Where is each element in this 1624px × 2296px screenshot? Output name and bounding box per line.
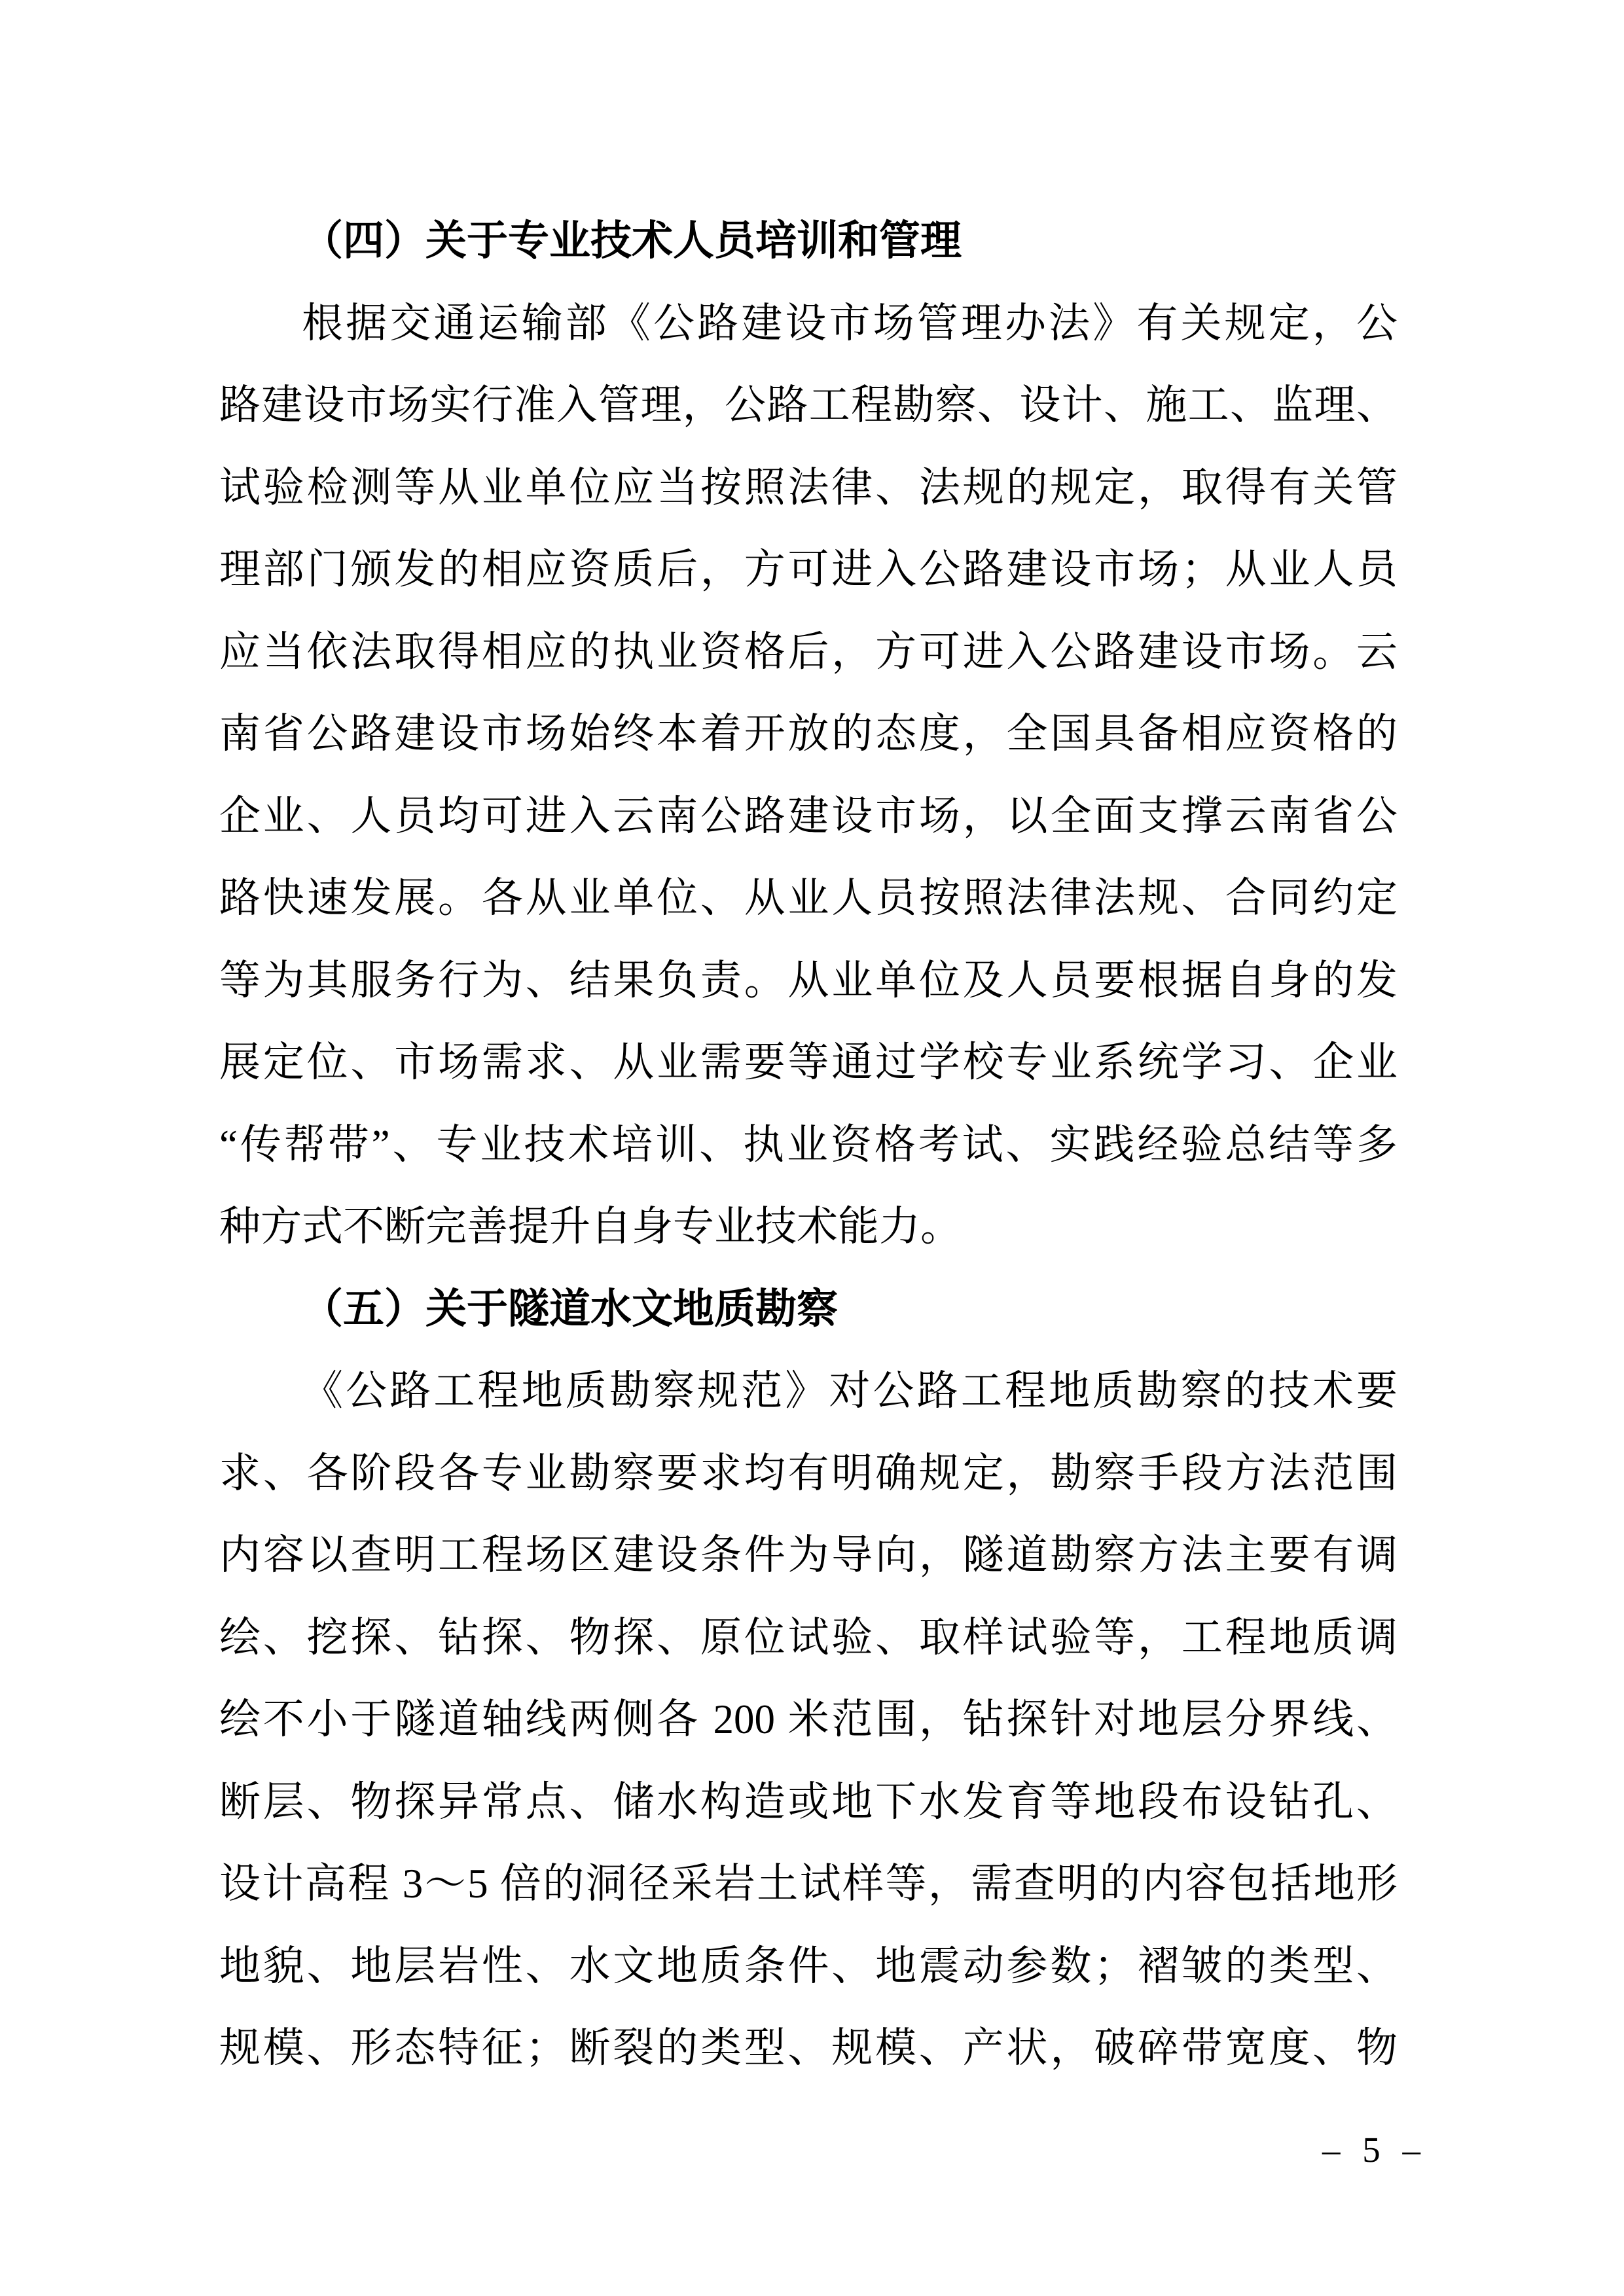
text-line: “传帮带”、专业技术培训、执业资格考试、实践经验总结等多 [219,1121,1398,1168]
text-line: 路快速发展。各从业单位、从业人员按照法律法规、合同约定 [219,875,1398,921]
text-line: 规模、形态特征；断裂的类型、规模、产状，破碎带宽度、物 [219,2025,1398,2071]
text-line: 求、各阶段各专业勘察要求均有明确规定，勘察手段方法范围 [219,1450,1398,1496]
text-line: 内容以查明工程场区建设条件为导向，隧道勘察方法主要有调 [219,1532,1398,1578]
section-heading: （五）关于隧道水文地质勘察 [302,1285,838,1332]
text-line: 展定位、市场需求、从业需要等通过学校专业系统学习、企业 [219,1039,1398,1085]
text-line: 理部门颁发的相应资质后，方可进入公路建设市场；从业人员 [219,547,1398,592]
text-line: 《公路工程地质勘察规范》对公路工程地质勘察的技术要 [302,1368,1398,1414]
section-heading: （四）关于专业技术人员培训和管理 [302,218,962,264]
text-line: 种方式不断完善提升自身专业技术能力。 [219,1204,962,1249]
text-line: 试验检测等从业单位应当按照法律、法规的规定，取得有关管 [219,464,1398,511]
document-body [219,200,1398,2090]
text-line: 地貌、地层岩性、水文地质条件、地震动参数；褶皱的类型、 [219,1943,1398,1989]
text-line: 路建设市场实行准入管理，公路工程勘察、设计、施工、监理、 [219,382,1398,428]
text-line: 根据交通运输部《公路建设市场管理办法》有关规定，公 [302,300,1398,346]
text-line: 断层、物探异常点、储水构造或地下水发育等地段布设钻孔、 [219,1778,1398,1825]
page-number: – 5 – [1322,2130,1427,2170]
text-line: 应当依法取得相应的执业资格后，方可进入公路建设市场。云 [219,628,1398,675]
text-line: 企业、人员均可进入云南公路建设市场，以全面支撑云南省公 [219,793,1398,839]
text-line: 设计高程 3～5 倍的洞径采岩土试样等，需查明的内容包括地形 [219,1861,1398,1907]
text-line: 绘不小于隧道轴线两侧各 200 米范围，钻探针对地层分界线、 [219,1696,1398,1742]
text-line: 等为其服务行为、结果负责。从业单位及人员要根据自身的发 [219,957,1398,1003]
text-line: 绘、挖探、钻探、物探、原位试验、取样试验等，工程地质调 [219,1614,1398,1660]
text-line: 南省公路建设市场始终本着开放的态度，全国具备相应资格的 [219,711,1398,757]
